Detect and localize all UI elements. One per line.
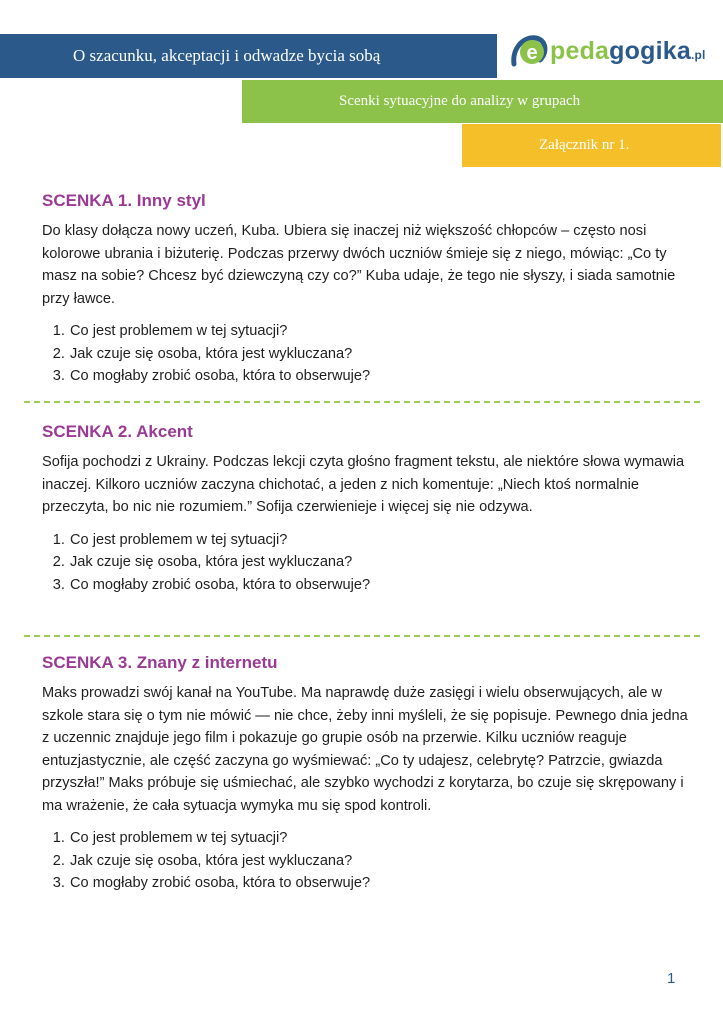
scene-2 (42, 421, 692, 596)
subtitle-bar (242, 80, 723, 123)
attachment-label: Załącznik nr 1. (539, 137, 630, 153)
page-number: 1 (667, 970, 676, 987)
question-item: 2. Jak czuje się osoba, która jest wykluczana? (69, 850, 692, 873)
scene-3 (42, 652, 692, 895)
logo-e-letter: e (526, 42, 538, 64)
section-divider (24, 401, 700, 403)
section-divider (24, 635, 700, 637)
question-list (42, 529, 692, 597)
scene-heading: SCENKA 1. Inny styl (42, 191, 206, 210)
question-item: 3. Co mogłaby zrobić osoba, która to obserwuje? (69, 872, 692, 895)
question-item: 2. Jak czuje się osoba, która jest wykluczana? (69, 551, 692, 574)
epedagogika-logo (510, 28, 715, 78)
logo-gogika: gogika (609, 37, 691, 65)
question-list (42, 827, 692, 895)
subtitle: Scenki sytuacyjne do analizy w grupach (339, 93, 581, 109)
scene-text: Maks prowadzi swój kanał na YouTube. Ma naprawdę duże zasięgi i wielu obserwujących, ale w szkole stara się o tym nie mówić — nie chce, żeby inni myśleli, że się popisuje. Pewnego dnia jedna z uczennic znajduje jego film i pokazuje go grupie osób na przerwie. Kilku uczniów reaguje entuzjastycznie, ale część zaczyna go wyśmiewać: „Co ty udajesz, celebrytę? Patrzcie, gwiazda przyszła!” Maks próbuje się uśmiechać, ale szybko wychodzi z korytarza, bo czuje się skrępowany i ma wrażenie, że cała sytuacja wymyka mu się spod kontroli. (42, 685, 688, 814)
scene-text: Do klasy dołącza nowy uczeń, Kuba. Ubiera się inaczej niż większość chłopców – często nosi kolorowe ubrania i biżuterię. Podczas przerwy dwóch uczniów śmieje się z niego, mówiąc: „Co ty masz na sobie? Chcesz być dziewczyną czy co?” Kuba udaje, że tego nie słyszy, i siada samotnie przy ławce. (42, 223, 676, 307)
attachment-bar (462, 124, 721, 167)
logo-tld: .pl (690, 48, 706, 62)
question-item: 3. Co mogłaby zrobić osoba, która to obserwuje? (69, 574, 692, 597)
question-item: 1. Co jest problemem w tej sytuacji? (69, 827, 692, 850)
scene-1 (42, 190, 692, 388)
question-item: 1. Co jest problemem w tej sytuacji? (69, 320, 692, 343)
scene-text: Sofija pochodzi z Ukrainy. Podczas lekcji czyta głośno fragment tekstu, ale niektóre słowa wymawia inaczej. Kilkoro uczniów zaczyna chichotać, a jeden z nich komentuje: „Niech ktoś normalnie przeczyta, bo nic nie rozumiem.” Sofija czerwienieje i więcej się nie odzywa. (42, 454, 685, 515)
question-item: 2. Jak czuje się osoba, która jest wykluczana? (69, 343, 692, 366)
scene-heading: SCENKA 2. Akcent (42, 422, 193, 441)
scene-heading: SCENKA 3. Znany z internetu (42, 653, 278, 672)
question-item: 3. Co mogłaby zrobić osoba, która to obserwuje? (69, 365, 692, 388)
logo-peda: peda (550, 37, 610, 65)
question-list (42, 320, 692, 388)
document-title: O szacunku, akceptacji i odwadze bycia sobą (73, 46, 381, 65)
question-item: 1. Co jest problemem w tej sytuacji? (69, 529, 692, 552)
logo-wordmark (550, 37, 706, 66)
document-title-bar (0, 34, 497, 78)
logo-e-icon (510, 30, 550, 76)
